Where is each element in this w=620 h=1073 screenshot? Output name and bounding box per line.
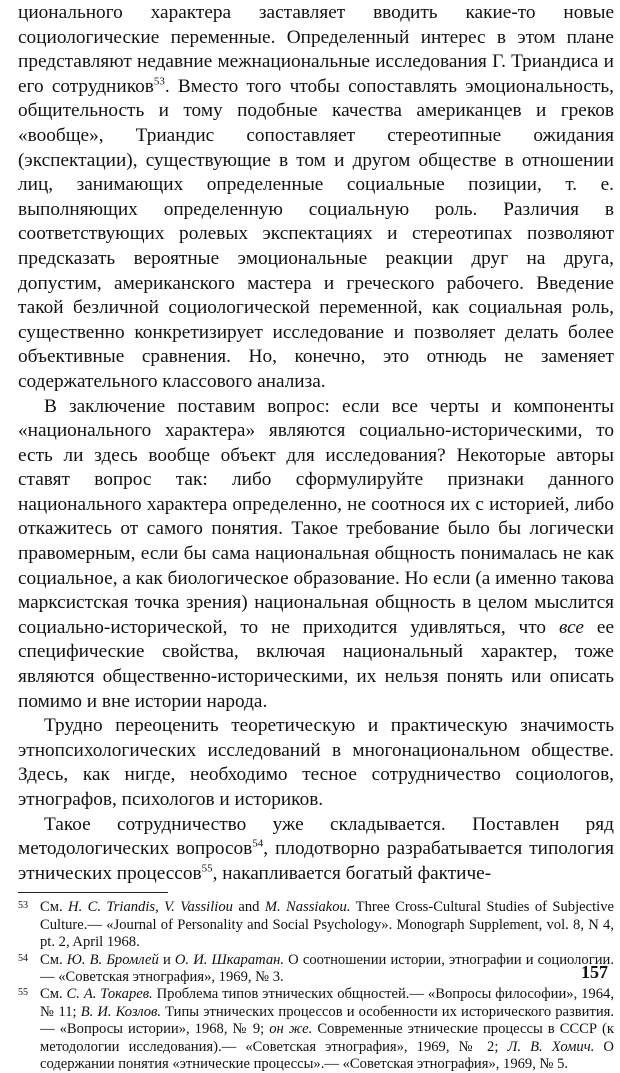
footnote-segment: и bbox=[158, 951, 175, 968]
footnotes bbox=[18, 899, 614, 1073]
footnote-segment: Three Cross-Cultural Studies of Subjective Culture.— «Journal of Personality and Social Psychology». Monograph Supplement, vol. 8, N 4, pt. 2, April 1968. bbox=[40, 899, 614, 951]
footnote-segment: См. bbox=[40, 899, 69, 916]
footnote-author: M. Nassiakou. bbox=[264, 899, 351, 916]
footnote-author: О. И. Шкаратан. bbox=[174, 951, 285, 968]
paragraph-2: В заключение поставим вопрос: если все черты и компоненты «национального характера» являются социально-историческими, то есть ли здесь вообще объект для исследования? Некоторые авторы ставят вопрос так: либо сформулируйте признаки данного национального характера определенно, не соотнося их с историей, либо откажитесь от самого понятия. Такое требование было бы логически правомерным, если бы сама национальная общность понималась не как социальное, а как биологическое образование. Но если (а именно такова марксистская точка зрения) национальная общность в целом мыслится социально-исторической, то не приходится удивляться, что все ее специфические свойства, включая национальный характер, тоже являются общественно-историческими, их нельзя понять или описать помимо и вне истории народа. bbox=[18, 395, 614, 712]
paragraph-3: Трудно переоценить теоретическую и практическую значимость этнопсихологических исследований в многонациональном обществе. Здесь, как нигде, необходимо тесное сотрудничество социологов, этнографов, психологов и историков. bbox=[18, 715, 614, 810]
footnote-divider bbox=[18, 892, 168, 893]
main-text bbox=[18, 0, 614, 886]
footnote-number: 55 bbox=[18, 987, 28, 999]
footnote-number: 54 bbox=[18, 952, 28, 964]
footnote-segment: Проблема типов этнических общностей.— «Вопросы философии», 1964, № 11; bbox=[40, 986, 614, 1020]
footnote-text bbox=[40, 899, 614, 951]
footnote-author: С. А. Токарев. bbox=[66, 986, 153, 1003]
footnote-segment: О содержании понятия «этнические процессы».— «Советская этнография», 1969, № 5. bbox=[40, 1038, 614, 1073]
footnote-author: Л. В. Хомич. bbox=[507, 1038, 595, 1055]
footnote-segment: См. bbox=[40, 951, 67, 968]
footnote-ref-55: 55 bbox=[201, 862, 213, 875]
footnote-author: В. И. Козлов. bbox=[80, 1003, 162, 1020]
footnote-55 bbox=[18, 986, 614, 1073]
footnote-ref-53: 53 bbox=[153, 75, 165, 88]
paragraph-1: ционального характера заставляет вводить какие-то новые социологические переменные. Определенный интерес в этом плане представляют недавние межнациональные исследования Г. Триандиса и его сотрудников$^{53}$. Вместо того чтобы сопоставлять эмоциональность, общительность и тому подобные качества американцев и греков «вообще», Триандис сопоставляет стереотипные ожидания (экспектации), существующие в том и другом обществе в отношении лиц, занимающих определенные социальные позиции, т. е. выполняющих определенную социальную роль. Различия в соответствующих ролевых экспектациях и стереотипах позволяют предсказать вероятные эмоциональные реакции друг на друга, допустим, американского мастера и греческого рабочего. Введение такой безличной социологической переменной, как социальная роль, существенно конкретизирует исследование и позволяет делать более объективные сравнения. Но, конечно, это отнюдь не заменяет содержательного классового анализа. bbox=[18, 2, 614, 392]
footnote-53 bbox=[18, 899, 614, 951]
footnote-segment: Современные этнические процессы в СССР (к методологии исследования).— «Советская этнография», 1969, № 2; bbox=[40, 1021, 614, 1055]
footnote-ref-54: 54 bbox=[252, 837, 264, 850]
paragraph-4: Такое сотрудничество уже складывается. Поставлен ряд методологических вопросов$^{54}$, плодотворно разрабатывается типология этнических процессов$^{55}$, накапливается богатый фактиче- bbox=[18, 813, 615, 884]
footnote-author: H. C. Triandis, V. Vassiliou bbox=[68, 899, 233, 916]
footnote-segment: См. bbox=[40, 986, 67, 1003]
footnote-54 bbox=[18, 952, 614, 987]
footnote-text bbox=[40, 986, 614, 1073]
footnote-text bbox=[40, 952, 614, 987]
footnote-author: он же. bbox=[269, 1021, 313, 1038]
footnote-segment: О соотношении истории, этнографии и социологии.— «Советская этнография», 1969, № 3. bbox=[40, 951, 614, 985]
emphasis-word: все bbox=[558, 616, 584, 638]
footnote-author: Ю. В. Бромлей bbox=[66, 951, 159, 968]
footnote-segment: and bbox=[232, 899, 265, 916]
footnote-number: 53 bbox=[18, 900, 28, 912]
footnote-segment: Типы этнических процессов и особенности их исторического развития.— «Вопросы истории», 1968, № 9; bbox=[40, 1003, 614, 1038]
page-number: 157 bbox=[581, 962, 608, 982]
